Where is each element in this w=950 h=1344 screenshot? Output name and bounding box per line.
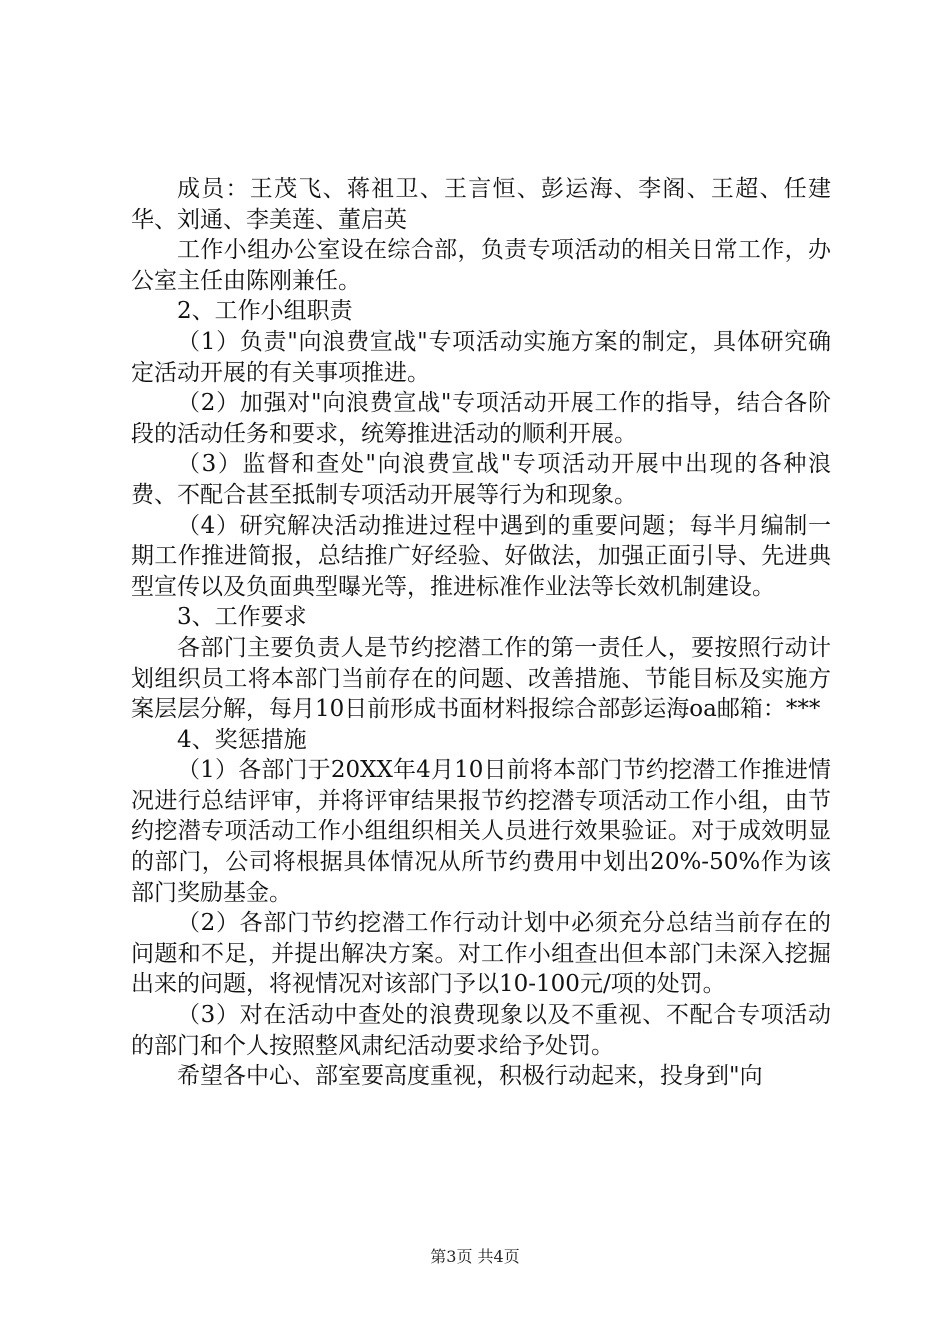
paragraph-duty-4: （4）研究解决活动推进过程中遇到的重要问题；每半月编制一期工作推进简报，总结推广好经验、好做法，加强正面引导、先进典型宣传以及负面典型曝光等，推进标准作业法等长效机制建设。 (131, 512, 831, 600)
paragraph-reward-2: （2）各部门节约挖潜工作行动计划中必须充分总结当前存在的问题和不足，并提出解决方案。对工作小组查出但本部门未深入挖掘出来的问题，将视情况对该部门予以10-100元/项的处罚。 (131, 910, 831, 998)
heading-requirements: 3、工作要求 (177, 604, 307, 631)
page-footer: 第3页 共4页 (430, 1247, 520, 1266)
paragraph-duty-3: （3）监督和查处"向浪费宣战"专项活动开展中出现的各种浪费、不配合甚至抵制专项活动开展等行为和现象。 (131, 451, 831, 508)
paragraph-members: 成员：王茂飞、蒋祖卫、王言恒、彭运海、李阁、王超、任建华、刘通、李美莲、董启英 (131, 176, 831, 233)
paragraph-requirements: 各部门主要负责人是节约挖潜工作的第一责任人，要按照行动计划组织员工将本部门当前存在的问题、改善措施、节能目标及实施方案层层分解，每月10日前形成书面材料报综合部彭运海oa邮箱：*** (131, 634, 831, 723)
document-body (131, 174, 831, 1092)
heading-rewards: 4、奖惩措施 (177, 726, 307, 753)
heading-duties: 2、工作小组职责 (177, 298, 353, 325)
paragraph-duty-2: （2）加强对"向浪费宣战"专项活动开展工作的指导，结合各阶段的活动任务和要求，统筹推进活动的顺利开展。 (131, 390, 831, 447)
paragraph-duty-1: （1）负责"向浪费宣战"专项活动实施方案的制定，具体研究确定活动开展的有关事项推进。 (131, 328, 831, 386)
paragraph-office: 工作小组办公室设在综合部，负责专项活动的相关日常工作，办公室主任由陈刚兼任。 (131, 237, 831, 294)
paragraph-reward-3: （3）对在活动中查处的浪费现象以及不重视、不配合专项活动的部门和个人按照整风肃纪活动要求给予处罚。 (131, 1002, 831, 1059)
paragraph-reward-1: （1）各部门于20XX年4月10日前将本部门节约挖潜工作推进情况进行总结评审，并将评审结果报节约挖潜专项活动工作小组，由节约挖潜专项活动工作小组组织相关人员进行效果验证。对于成效明显的部门，公司将根据具体情况从所节约费用中划出20%-50%作为该部门奖励基金。 (131, 757, 831, 906)
paragraph-closing: 希望各中心、部室要高度重视，积极行动起来，投身到"向 (177, 1063, 763, 1090)
